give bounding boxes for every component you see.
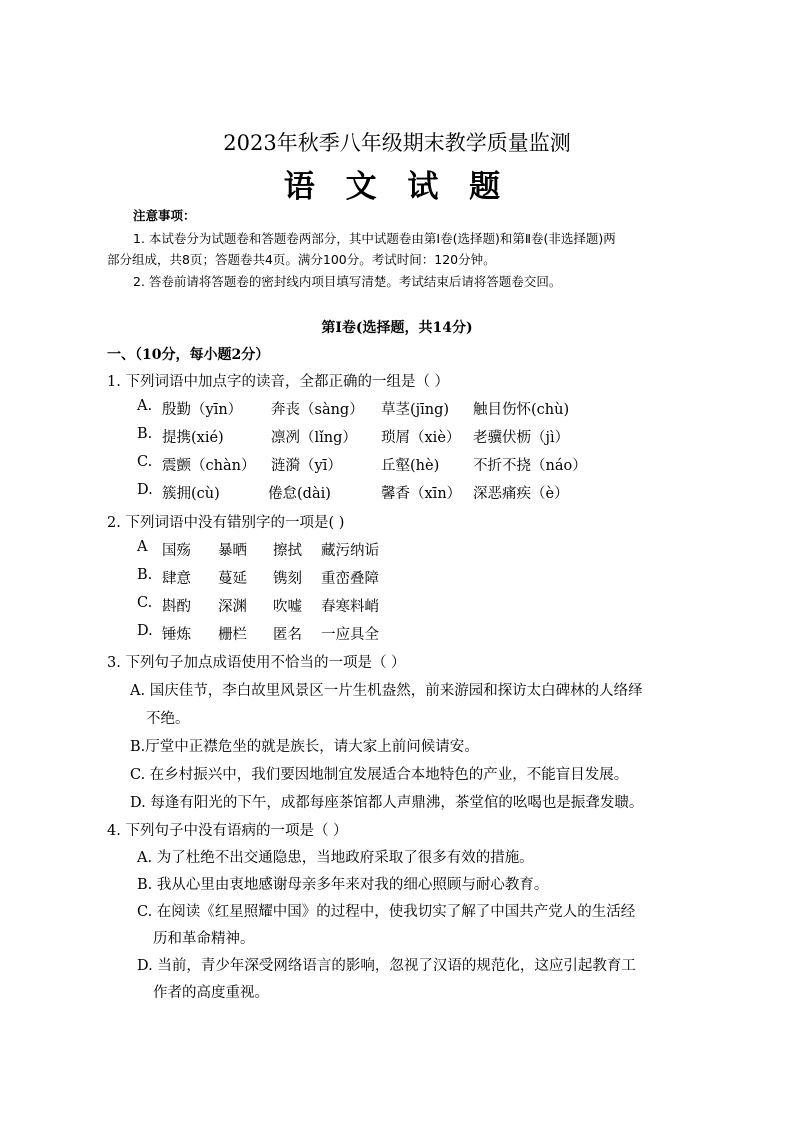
- exam-title: 2023年秋季八年级期末教学质量监测: [223, 131, 571, 155]
- q2-option-a-word-1: 国殇: [162, 543, 191, 559]
- q4-option-d-line-1: D. 当前，青少年深受网络语言的影响，忽视了汉语的规范化，这应引起教育工: [137, 958, 636, 974]
- q1-option-c-word-4: 不折不挠（náo）: [473, 458, 587, 474]
- q2-option-b-letter: B.: [137, 567, 153, 583]
- q1-option-b-word-4: 老骥伏枥（jì）: [473, 430, 570, 446]
- q1-option-c-word-2: 涟漪（yī）: [271, 458, 342, 474]
- q1-option-a-word-3: 草茎(jīng): [381, 402, 450, 418]
- q4-option-c-line-1: C. 在阅读《红星照耀中国》的过程中，使我切实了解了中国共产党人的生活经: [137, 904, 636, 920]
- notice-heading: 注意事项：: [133, 208, 196, 223]
- q1-option-d-word-2: 倦怠(dài): [268, 486, 331, 502]
- q3-option-a-line-2: 不绝。: [146, 711, 190, 727]
- q4-option-b: B. 我从心里由衷地感谢母亲多年来对我的细心照顾与耐心教育。: [137, 877, 549, 893]
- question-4-stem: 4. 下列句子中没有语病的一项是（ ）: [107, 823, 348, 839]
- q1-option-c-word-3: 丘壑(hè): [381, 458, 440, 474]
- q4-option-a: A. 为了杜绝不出交通隐患，当地政府采取了很多有效的措施。: [137, 850, 534, 866]
- q2-option-d-word-3: 匿名: [273, 627, 302, 643]
- q2-option-a-letter: A: [137, 539, 148, 555]
- q1-option-d-word-1: 簇拥(cù): [162, 486, 220, 502]
- q2-option-a-word-4: 藏污纳诟: [321, 543, 379, 559]
- q1-option-d-letter: D.: [137, 482, 153, 498]
- q2-option-d-word-1: 锤炼: [162, 627, 191, 643]
- q4-option-d-line-2: 作者的高度重视。: [153, 985, 269, 1001]
- notice-item-2: 2. 答卷前请将答题卷的密封线内项目填写清楚。考试结束后请将答题卷交回。: [133, 274, 562, 289]
- q2-option-c-word-4: 春寒料峭: [321, 599, 379, 615]
- question-1-stem: 1. 下列词语中加点字的读音，全都正确的一组是（ ）: [107, 374, 450, 390]
- q1-option-d-word-4: 深恶痛疾（è）: [473, 486, 569, 502]
- subject-title: 语 文 试 题: [283, 169, 511, 205]
- q2-option-d-letter: D.: [137, 623, 153, 639]
- q3-option-b: B.厅堂中正襟危坐的就是族长，请大家上前问候请安。: [130, 739, 479, 755]
- q2-option-b-word-3: 镌刻: [273, 571, 302, 587]
- q3-option-d: D. 每逢有阳光的下午，成都每座茶馆都人声鼎沸，茶堂倌的吆喝也是振聋发聩。: [130, 795, 644, 811]
- question-3-stem: 3. 下列句子加点成语使用不恰当的一项是（ ）: [107, 655, 406, 671]
- q1-option-b-word-1: 提携(xié): [162, 430, 224, 446]
- q1-option-a-letter: A.: [137, 398, 153, 414]
- q2-option-b-word-4: 重峦叠障: [321, 571, 379, 587]
- q2-option-c-word-1: 斟酌: [162, 599, 191, 615]
- q1-option-c-word-1: 震颤（chàn）: [162, 458, 256, 474]
- section-title: 第Ⅰ卷(选择题，共14分): [321, 320, 473, 336]
- question-2-stem: 2. 下列词语中没有错别字的一项是( ): [107, 515, 345, 531]
- notice-item-1-line-2: 部分组成，共8页；答题卷共4页。满分100分。考试时间：120分钟。: [107, 252, 496, 267]
- q2-option-a-word-3: 擦拭: [273, 543, 302, 559]
- q3-option-a-line-1: A. 国庆佳节，李白故里风景区一片生机盎然，前来游园和探访太白碑林的人络绎: [130, 683, 643, 699]
- q2-option-b-word-2: 蔓延: [218, 571, 247, 587]
- q2-option-a-word-2: 暴晒: [218, 543, 247, 559]
- part-heading: 一、（10分，每小题2分）: [107, 347, 270, 363]
- q2-option-c-word-2: 深渊: [218, 599, 247, 615]
- q1-option-a-word-1: 殷勤（yīn）: [162, 402, 243, 418]
- q1-option-b-letter: B.: [137, 426, 153, 442]
- q1-option-d-word-3: 馨香（xīn）: [381, 486, 462, 502]
- notice-item-1-line-1: 1. 本试卷分为试题卷和答题卷两部分，其中试题卷由第Ⅰ卷(选择题)和第Ⅱ卷(非选择题)两: [133, 231, 616, 246]
- q1-option-c-letter: C.: [137, 454, 153, 470]
- q2-option-c-word-3: 吹嘘: [273, 599, 302, 615]
- q3-option-c: C. 在乡村振兴中，我们要因地制宜发展适合本地特色的产业，不能盲目发展。: [130, 767, 629, 783]
- q2-option-d-word-2: 栅栏: [218, 627, 247, 643]
- q1-option-b-word-2: 凛冽（lǐng）: [271, 430, 357, 446]
- q2-option-d-word-4: 一应具全: [321, 627, 379, 643]
- q1-option-b-word-3: 琐屑（xiè）: [381, 430, 461, 446]
- q4-option-c-line-2: 历和革命精神。: [153, 931, 255, 947]
- q2-option-b-word-1: 肆意: [162, 571, 191, 587]
- q1-option-a-word-4: 触目伤怀(chù): [473, 402, 570, 418]
- q2-option-c-letter: C.: [137, 595, 153, 611]
- q1-option-a-word-2: 奔丧（sàng）: [271, 402, 364, 418]
